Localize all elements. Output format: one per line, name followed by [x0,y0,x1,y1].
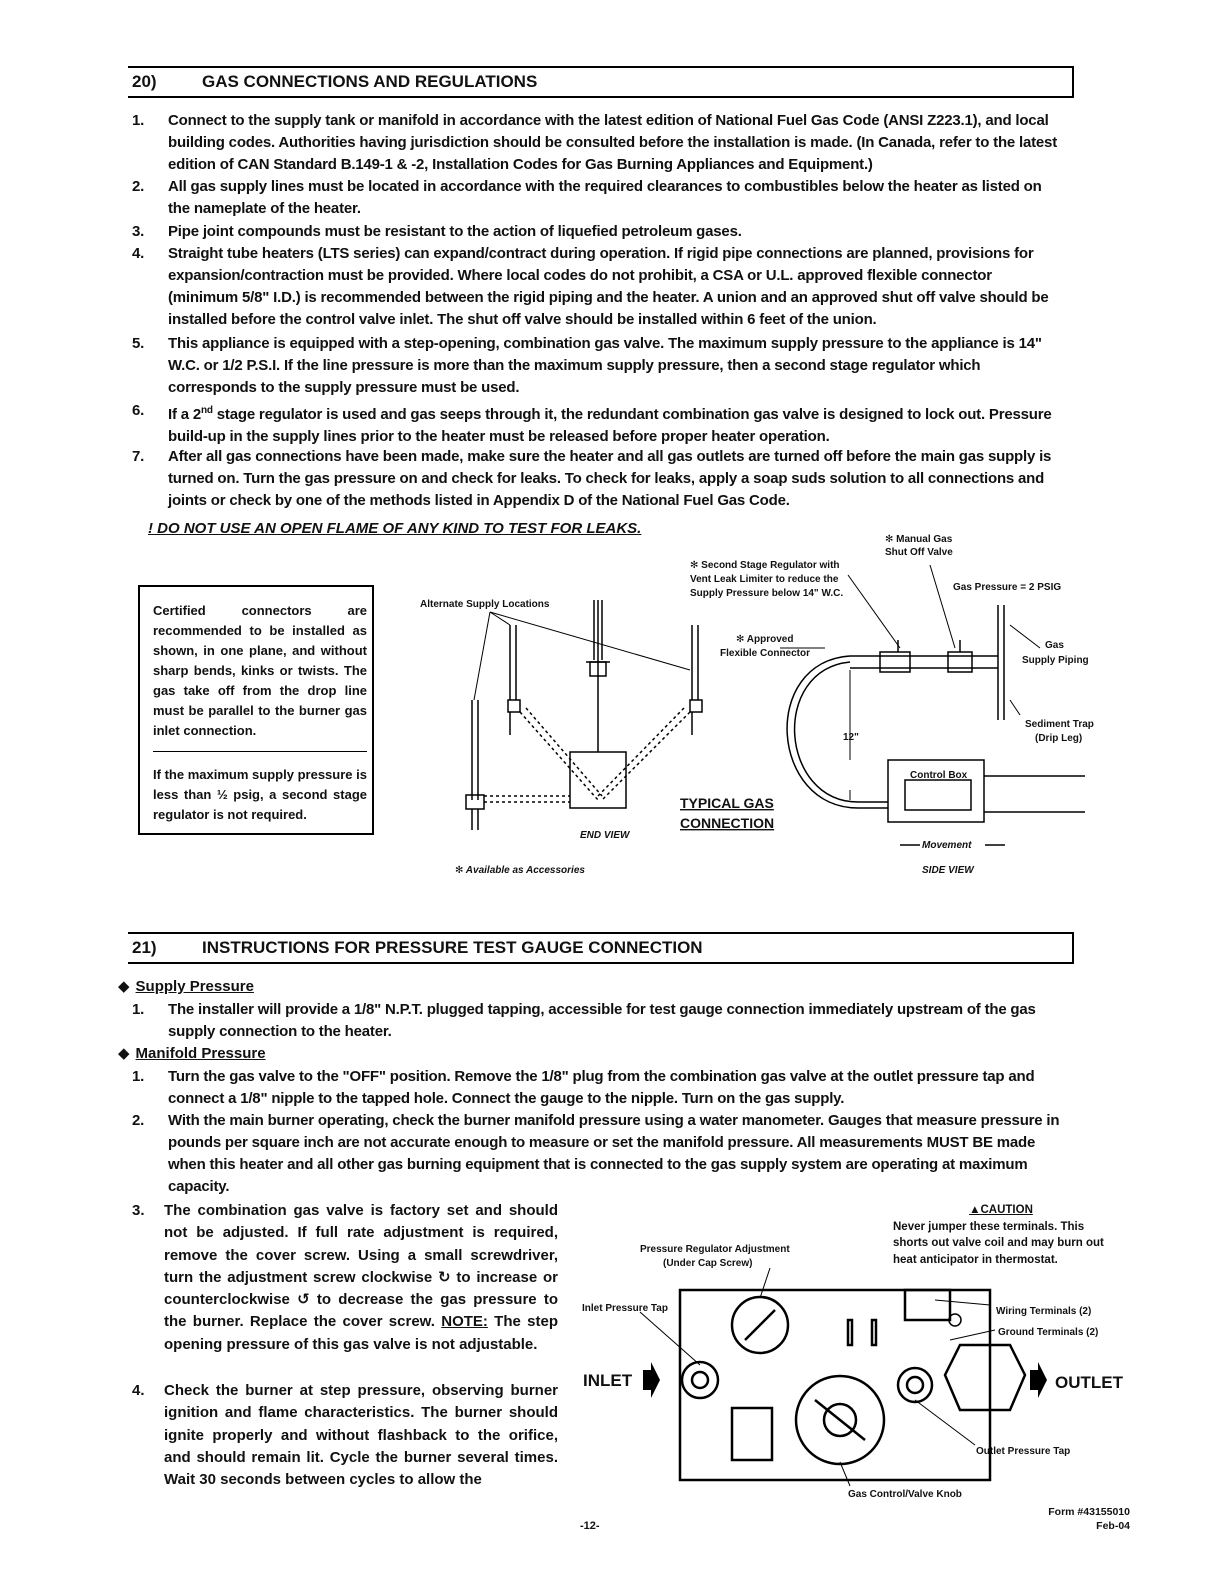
label-ground: Ground Terminals (2) [998,1327,1099,1338]
label-outlet-tap: Outlet Pressure Tap [976,1446,1071,1457]
label-inlet: INLET [583,1371,633,1390]
label-manual-valve-1: ✻ Manual Gas [885,534,953,545]
form-info: Form #43155010 Feb-04 [1048,1506,1130,1532]
gas-connection-diagram [390,525,1100,885]
section-number: 20) [132,72,157,91]
list-item: 1. Turn the gas valve to the "OFF" position. Remove the 1/8" plug from the combination gas valve at the outlet pressure tap and connect a 1/8" nipple to the tapped hole. Connect the gauge to the nipple. Turn on the gas supply. [132,1068,1035,1107]
label-second-stage-1: ✻ Second Stage Regulator with [690,560,840,571]
section-title: GAS CONNECTIONS AND REGULATIONS [202,72,538,91]
label-second-stage-3: Supply Pressure below 14" W.C. [690,588,844,599]
list-item: 5. This appliance is equipped with a step-opening, combination gas valve. The maximum supply pressure to the appliance is 14" W.C. or 1/2 P.S.I. If the line pressure is more than the maximum supply pressure, then a second stage regulator which corresponds to the supply pressure must be used. [132,335,1042,396]
label-typical-1: TYPICAL GAS [680,795,774,811]
label-movement: Movement [922,840,972,851]
caution-text: Never jumper these terminals. This shorts out valve coil and may burn out heat anticipator in thermostat. [893,1220,1104,1266]
label-alt-supply: Alternate Supply Locations [420,599,550,610]
list-item: 2. With the main burner operating, check the burner manifold pressure using a water manometer. Gauges that measure pressure in pounds per square inch are not accurate enough to measure or set the manifold pressure. All measurements MUST BE made when this heater and all other gas burning equipment that is connected to the gas supply system are operating at maximum capacity. [132,1112,1060,1195]
list-item: 4. Straight tube heaters (LTS series) can expand/contract during operation. If rigid pipe connections are planned, provisions for expansion/contraction must be provided. Where local codes do not prohibit, a CSA or U.L. approved flexible connector (minimum 5/8" I.D.) is recommended between the rigid piping and the heater. A union and an approved shut off valve should be installed before the control valve inlet. The shut off valve should be installed within 6 feet of the union. [132,245,1049,328]
list-item: 6. If a 2nd stage regulator is used and gas seeps through it, the redundant combination gas valve is designed to lock out. Pressure build-up in the supply lines prior to the heater must be released before proper heater operation. [132,402,1052,445]
label-control-box: Control Box [910,770,968,781]
section-21-header [128,932,1074,964]
caution-title: ▲CAUTION [969,1204,1033,1216]
list-item: 3. Pipe joint compounds must be resistant to the action of liquefied petroleum gases. [132,223,742,240]
label-typical-2: CONNECTION [680,815,775,831]
label-twelve-inches: 12" [843,732,859,743]
list-item: 4. Check the burner at step pressure, observing burner ignition and flame characteristics. The burner should ignite properly and without flashback to the orifice, and should remain lit. Cycle the burner several times. Wait 30 seconds between cycles to allow the [132,1382,558,1489]
section-title: INSTRUCTIONS FOR PRESSURE TEST GAUGE CONNECTION [202,938,703,957]
label-manual-valve-2: Shut Off Valve [885,547,953,558]
list-item: 7. After all gas connections have been made, make sure the heater and all gas outlets are turned off before the main gas supply is turned on. Turn the gas pressure on and check for leaks. To check for leaks, apply a soap suds solution to all connections and joints or check by one of the methods listed in Appendix D of the National Fuel Gas Code. [132,448,1052,509]
gas-valve-diagram [575,1240,1135,1500]
label-pra-2: (Under Cap Screw) [663,1258,753,1269]
label-end-view: END VIEW [580,830,630,841]
label-accessories: ✻ Available as Accessories [455,865,585,876]
label-gas-supply-2: Supply Piping [1022,655,1089,666]
label-pra-1: Pressure Regulator Adjustment [640,1244,790,1255]
label-inlet-tap: Inlet Pressure Tap [582,1303,668,1314]
label-approved-1: ✻ Approved [736,634,794,645]
list-item: 1. Connect to the supply tank or manifold in accordance with the latest edition of National Fuel Gas Code (ANSI Z223.1), and local building codes. Authorities having jurisdiction should be consulted before the installation is made. (In Canada, refer to the latest edition of CAN Standard B.149-1 & -2, Installation Codes for Gas Burning Appliances and Equipment.) [132,112,1057,173]
note-text-1: Certified connectors are recommended to be installed as shown, in one plane, and without sharp bends, kinks or twists. The gas take off from the drop line must be parallel to the burner gas inlet connection. [153,603,367,738]
label-gas-supply-1: Gas [1045,640,1064,651]
list-item: 1. The installer will provide a 1/8" N.P.T. plugged tapping, accessible for test gauge connection immediately upstream of the gas supply connection to the heater. [132,1001,1036,1040]
label-second-stage-2: Vent Leak Limiter to reduce the [690,574,839,585]
list-item: 2. All gas supply lines must be located in accordance with the required clearances to combustibles below the heater as listed on the nameplate of the heater. [132,178,1042,217]
label-side-view: SIDE VIEW [922,865,974,876]
label-approved-2: Flexible Connector [720,648,811,659]
warning-text: ! DO NOT USE AN OPEN FLAME OF ANY KIND TO TEST FOR LEAKS. [148,520,642,537]
note-text-2: If the maximum supply pressure is less than ½ psig, a second stage regulator is not required. [153,767,367,822]
page-number: -12- [580,1520,600,1532]
divider [153,751,367,752]
bullet-manifold-pressure: ◆ Manifold Pressure [118,1045,266,1062]
list-item: 3. The combination gas valve is factory set and should not be adjusted. If full rate adjustment is required, remove the cover screw. Using a small screwdriver, turn the adjustment screw clockwise ↻ to increase or counterclockwise ↺ to decrease the gas pressure to the burner. Replace the cover screw. NOTE: The step opening pressure of this gas valve is not adjustable. [132,1202,558,1353]
label-knob: Gas Control/Valve Knob [848,1489,962,1500]
label-sediment-1: Sediment Trap [1025,719,1094,730]
label-gas-pressure: Gas Pressure = 2 PSIG [953,582,1062,593]
label-outlet: OUTLET [1055,1373,1123,1392]
bullet-supply-pressure: ◆ Supply Pressure [118,978,254,995]
section-20-header [128,66,1074,98]
note-box [138,585,374,835]
label-sediment-2: (Drip Leg) [1035,733,1083,744]
label-wiring: Wiring Terminals (2) [996,1306,1092,1317]
section-number: 21) [132,938,157,957]
